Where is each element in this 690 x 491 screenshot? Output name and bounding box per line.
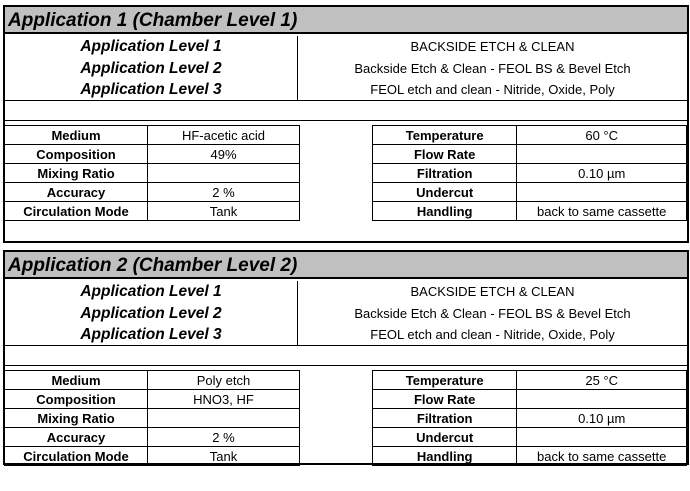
param-label[interactable]: Flow Rate — [373, 145, 517, 164]
param-value[interactable]: HNO3, HF — [148, 390, 300, 409]
level-value[interactable]: BACKSIDE ETCH & CLEAN — [297, 281, 687, 303]
param-value[interactable]: 60 °C — [517, 126, 687, 145]
param-label[interactable]: Temperature — [373, 371, 517, 390]
param-value[interactable]: back to same cassette — [517, 202, 687, 221]
param-value[interactable] — [148, 409, 300, 428]
param-value[interactable] — [517, 390, 687, 409]
table-row — [373, 447, 687, 466]
param-label[interactable]: Filtration — [373, 164, 517, 183]
param-label[interactable]: Handling — [373, 447, 517, 466]
param-label[interactable]: Composition — [5, 145, 148, 164]
param-value[interactable]: Poly etch — [148, 371, 300, 390]
table-row — [5, 428, 300, 447]
param-label[interactable]: Accuracy — [5, 183, 148, 202]
level-value[interactable]: FEOL etch and clean - Nitride, Oxide, Poly — [297, 79, 687, 101]
level-row — [5, 79, 687, 101]
level-label[interactable]: Application Level 3 — [80, 326, 222, 343]
param-value[interactable] — [517, 183, 687, 202]
application-title[interactable]: Application 2 (Chamber Level 2) — [5, 252, 687, 279]
level-value[interactable]: Backside Etch & Clean - FEOL BS & Bevel Etch — [297, 58, 687, 80]
param-value[interactable]: 2 % — [148, 428, 300, 447]
table-row — [5, 371, 300, 390]
process-parameters-table — [372, 125, 687, 221]
table-row — [5, 447, 300, 466]
process-parameters-table — [372, 370, 687, 466]
param-label[interactable]: Medium — [5, 371, 148, 390]
param-value[interactable] — [517, 145, 687, 164]
level-row — [5, 303, 687, 325]
table-row — [373, 371, 687, 390]
param-label[interactable]: Composition — [5, 390, 148, 409]
application-title[interactable]: Application 1 (Chamber Level 1) — [5, 7, 687, 34]
param-value[interactable]: 2 % — [148, 183, 300, 202]
table-row — [373, 390, 687, 409]
blank-row — [5, 345, 687, 366]
level-row — [5, 281, 687, 303]
param-label[interactable]: Circulation Mode — [5, 202, 148, 221]
param-value[interactable]: 0.10 µm — [517, 409, 687, 428]
level-value[interactable]: BACKSIDE ETCH & CLEAN — [297, 36, 687, 58]
param-label[interactable]: Medium — [5, 126, 148, 145]
param-value[interactable]: Tank — [148, 202, 300, 221]
medium-parameters-table — [4, 125, 300, 221]
application-levels — [5, 279, 687, 346]
param-value[interactable]: 49% — [148, 145, 300, 164]
table-row — [5, 202, 300, 221]
param-value[interactable]: HF-acetic acid — [148, 126, 300, 145]
param-label[interactable]: Circulation Mode — [5, 447, 148, 466]
param-label[interactable]: Mixing Ratio — [5, 409, 148, 428]
param-label[interactable]: Filtration — [373, 409, 517, 428]
medium-parameters-table — [4, 370, 300, 466]
application-block-1 — [3, 5, 689, 243]
param-label[interactable]: Mixing Ratio — [5, 164, 148, 183]
level-row — [5, 58, 687, 80]
blank-row — [5, 100, 687, 121]
level-value[interactable]: Backside Etch & Clean - FEOL BS & Bevel Etch — [297, 303, 687, 325]
table-row — [5, 164, 300, 183]
application-levels — [5, 34, 687, 101]
level-label[interactable]: Application Level 1 — [80, 283, 222, 300]
table-row — [5, 409, 300, 428]
level-label[interactable]: Application Level 3 — [80, 81, 222, 98]
level-label[interactable]: Application Level 2 — [80, 304, 222, 322]
level-row — [5, 324, 687, 346]
table-row — [373, 145, 687, 164]
param-value[interactable]: 25 °C — [517, 371, 687, 390]
table-row — [5, 390, 300, 409]
table-row — [373, 409, 687, 428]
param-value[interactable]: 0.10 µm — [517, 164, 687, 183]
level-value[interactable]: FEOL etch and clean - Nitride, Oxide, Poly — [297, 324, 687, 346]
param-label[interactable]: Temperature — [373, 126, 517, 145]
level-label[interactable]: Application Level 2 — [80, 59, 222, 77]
table-row — [373, 202, 687, 221]
param-label[interactable]: Handling — [373, 202, 517, 221]
table-row — [373, 428, 687, 447]
param-label[interactable]: Flow Rate — [373, 390, 517, 409]
param-value[interactable]: back to same cassette — [517, 447, 687, 466]
level-label[interactable]: Application Level 1 — [80, 38, 222, 55]
param-label[interactable]: Undercut — [373, 183, 517, 202]
param-value[interactable] — [148, 164, 300, 183]
level-row — [5, 36, 687, 58]
table-row — [373, 126, 687, 145]
table-row — [5, 126, 300, 145]
table-row — [373, 183, 687, 202]
param-label[interactable]: Undercut — [373, 428, 517, 447]
table-row — [5, 183, 300, 202]
param-value[interactable]: Tank — [148, 447, 300, 466]
param-value[interactable] — [517, 428, 687, 447]
param-label[interactable]: Accuracy — [5, 428, 148, 447]
application-block-2 — [3, 250, 689, 465]
table-row — [5, 145, 300, 164]
table-row — [373, 164, 687, 183]
